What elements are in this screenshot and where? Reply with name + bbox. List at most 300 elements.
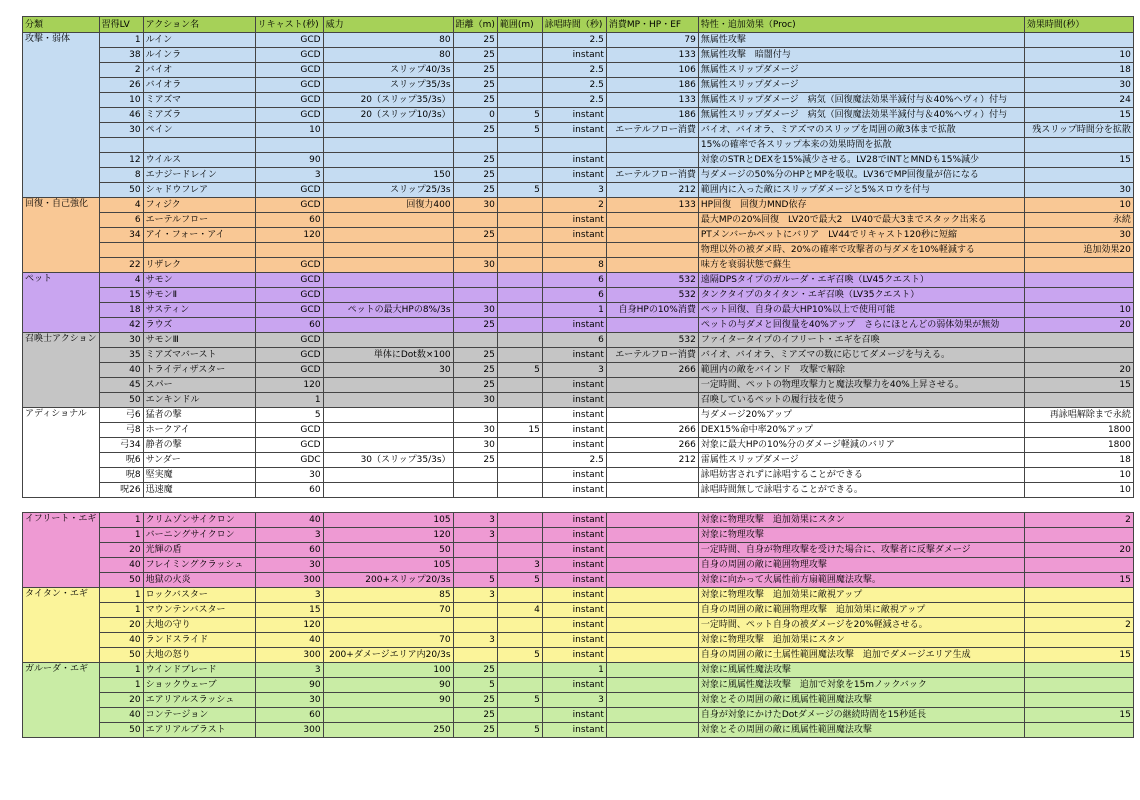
cell-cost [606, 468, 698, 483]
cell-potency: 85 [323, 588, 453, 603]
cell-lv: 呪6 [99, 453, 143, 468]
cell-range [453, 213, 497, 228]
cell-duration [1024, 33, 1133, 48]
cell-cost [606, 648, 698, 663]
cell-cost [606, 633, 698, 648]
cell-effect: 対象に物理攻撃 追加効果にスタン [698, 633, 1024, 648]
cell-effect: タンクタイプのタイタン・エギ召喚（LV35クエスト） [698, 288, 1024, 303]
cell-range [453, 618, 497, 633]
cell-name: バーニングサイクロン [143, 528, 255, 543]
cell-potency [323, 243, 453, 258]
cell-cast: 6 [542, 288, 606, 303]
cell-cost: 532 [606, 333, 698, 348]
cell-effect: 召喚しているペットの履行技を使う [698, 393, 1024, 408]
cell-potency [323, 423, 453, 438]
table-row [23, 198, 1134, 213]
table-row [23, 168, 1134, 183]
cell-range: 25 [453, 363, 497, 378]
cell-cast: instant [542, 168, 606, 183]
spreadsheet [22, 16, 1134, 738]
cell-potency: 100 [323, 663, 453, 678]
cell-effect: 雷属性スリップダメージ [698, 453, 1024, 468]
cell-cost [606, 513, 698, 528]
table-row [23, 273, 1134, 288]
cell-name: ロックバスター [143, 588, 255, 603]
cell-cost: 106 [606, 63, 698, 78]
cell-cast: 3 [542, 693, 606, 708]
cell-recast: GCD [255, 198, 323, 213]
cell-potency [323, 318, 453, 333]
cell-cost [606, 408, 698, 423]
cell-recast: GCD [255, 273, 323, 288]
cell-name: サンダー [143, 453, 255, 468]
cell-range: 25 [453, 378, 497, 393]
cell-duration: 24 [1024, 93, 1133, 108]
cell-effect: 対象に物理攻撃 [698, 528, 1024, 543]
table-row [23, 558, 1134, 573]
cell-cast: instant [542, 228, 606, 243]
cell-duration: 20 [1024, 318, 1133, 333]
table-row [23, 543, 1134, 558]
cell-recast: 30 [255, 693, 323, 708]
cell-potency: ペットの最大HPの8%/3s [323, 303, 453, 318]
cell-name: バイオ [143, 63, 255, 78]
cell-lv: 10 [99, 93, 143, 108]
cell-effect: 無属性スリップダメージ [698, 63, 1024, 78]
cell-effect: 無属性攻撃 暗闇付与 [698, 48, 1024, 63]
cell-cast: instant [542, 528, 606, 543]
cell-range: 25 [453, 33, 497, 48]
cell-radius [497, 213, 542, 228]
cell-name: 大地の怒り [143, 648, 255, 663]
cell-cost: 266 [606, 423, 698, 438]
cell-effect: 範囲内の敵をバインド 攻撃で解除 [698, 363, 1024, 378]
cell-lv: 4 [99, 273, 143, 288]
cell-range: 5 [453, 678, 497, 693]
cell-name: ルインラ [143, 48, 255, 63]
cell-name: 猛者の撃 [143, 408, 255, 423]
cell-cost: 212 [606, 453, 698, 468]
cell-potency [323, 708, 453, 723]
cell-range [453, 543, 497, 558]
cell-radius [497, 138, 542, 153]
cell-radius: 5 [497, 123, 542, 138]
cell-lv: 弓34 [99, 438, 143, 453]
cell-cost [606, 588, 698, 603]
cell-radius [497, 468, 542, 483]
cell-cast: instant [542, 123, 606, 138]
cell-lv: 弓8 [99, 423, 143, 438]
cell-lv: 1 [99, 588, 143, 603]
cell-cast: instant [542, 393, 606, 408]
category-cell: 召喚士アクション [23, 333, 100, 408]
cell-range: 25 [453, 348, 497, 363]
cell-effect: 対象とその周囲の敵に風属性範囲魔法攻撃 [698, 723, 1024, 738]
column-header: 消費MP・HP・EF [606, 17, 698, 33]
category-cell: アディショナル [23, 408, 100, 498]
cell-radius [497, 618, 542, 633]
cell-radius: 5 [497, 648, 542, 663]
cell-name: ルイン [143, 33, 255, 48]
cell-duration: 再詠唱解除まで永続 [1024, 408, 1133, 423]
cell-radius [497, 438, 542, 453]
cell-cost [606, 213, 698, 228]
cell-cost [606, 708, 698, 723]
cell-radius [497, 63, 542, 78]
cell-potency [323, 153, 453, 168]
cell-range: 30 [453, 303, 497, 318]
cell-recast: 60 [255, 213, 323, 228]
cell-name: 迅速魔 [143, 483, 255, 498]
category-cell: タイタン・エギ [23, 588, 100, 663]
cell-effect: 最大MPの20%回復 LV20で最大2 LV40で最大3までスタック出来る [698, 213, 1024, 228]
cell-radius [497, 273, 542, 288]
cell-duration: 30 [1024, 78, 1133, 93]
cell-cast [542, 138, 606, 153]
cell-lv: 40 [99, 363, 143, 378]
cell-recast: 120 [255, 228, 323, 243]
cell-duration: 2 [1024, 618, 1133, 633]
cell-name: リザレク [143, 258, 255, 273]
table-row [23, 48, 1134, 63]
cell-radius [497, 93, 542, 108]
table-row [23, 303, 1134, 318]
cell-lv: 1 [99, 528, 143, 543]
cell-range: 25 [453, 123, 497, 138]
cell-radius [497, 633, 542, 648]
table-row [23, 258, 1134, 273]
cell-range [453, 468, 497, 483]
cell-range: 25 [453, 78, 497, 93]
cell-name: ウイルス [143, 153, 255, 168]
cell-cast: 2.5 [542, 63, 606, 78]
cell-lv: 40 [99, 708, 143, 723]
column-header: 効果時間(秒） [1024, 17, 1133, 33]
cell-name: エンキンドル [143, 393, 255, 408]
column-header: 分類 [23, 17, 100, 33]
cell-recast: GCD [255, 78, 323, 93]
cell-effect: ペット回復、自身の最大HP10%以上で使用可能 [698, 303, 1024, 318]
cell-cast: instant [542, 588, 606, 603]
cell-effect: 自身の周囲の敵に土属性範囲魔法攻撃 追加でダメージエリア生成 [698, 648, 1024, 663]
cell-lv: 1 [99, 33, 143, 48]
cell-range [453, 558, 497, 573]
cell-effect: ペットの与ダメと回復量を40%アップ さらにほとんどの弱体効果が無効 [698, 318, 1024, 333]
cell-duration [1024, 258, 1133, 273]
cell-potency: 105 [323, 558, 453, 573]
cell-radius [497, 483, 542, 498]
cell-cast: 6 [542, 333, 606, 348]
cell-cost [606, 228, 698, 243]
cell-duration: 18 [1024, 453, 1133, 468]
cell-cast: instant [542, 378, 606, 393]
cell-recast: 60 [255, 543, 323, 558]
cell-name: ミアズラ [143, 108, 255, 123]
cell-effect: 物理以外の被ダメ時、20%の確率で攻撃者の与ダメを10%軽減する [698, 243, 1024, 258]
cell-lv: 26 [99, 78, 143, 93]
cell-lv [99, 138, 143, 153]
cell-potency: 200+ダメージエリア内20/3s [323, 648, 453, 663]
cell-range: 25 [453, 723, 497, 738]
cell-name: フレイミングクラッシュ [143, 558, 255, 573]
cell-lv: 20 [99, 618, 143, 633]
cell-radius [497, 78, 542, 93]
cell-name: エーテルフロー [143, 213, 255, 228]
cell-duration: 残スリップ時間分を拡散 [1024, 123, 1133, 138]
cell-recast: GCD [255, 333, 323, 348]
cell-lv: 22 [99, 258, 143, 273]
cell-lv: 42 [99, 318, 143, 333]
cell-range: 30 [453, 393, 497, 408]
cell-lv: 50 [99, 393, 143, 408]
table-row [23, 288, 1134, 303]
table-row [23, 648, 1134, 663]
cell-radius [497, 348, 542, 363]
cell-cost: 133 [606, 48, 698, 63]
cell-effect: ファイタータイプのイフリート・エギを召喚 [698, 333, 1024, 348]
cell-cost [606, 243, 698, 258]
cell-recast: GCD [255, 63, 323, 78]
cell-lv: 呪8 [99, 468, 143, 483]
cell-effect: 15%の確率で各スリップ本来の効果時間を拡散 [698, 138, 1024, 153]
cell-cost [606, 723, 698, 738]
cell-cast: instant [542, 708, 606, 723]
table-row [23, 693, 1134, 708]
table-row [23, 468, 1134, 483]
cell-effect: 自身の周囲の敵に範囲物理攻撃 [698, 558, 1024, 573]
cell-potency: 20（スリップ35/3s） [323, 93, 453, 108]
cell-duration [1024, 663, 1133, 678]
cell-lv: 30 [99, 333, 143, 348]
cell-radius: 3 [497, 558, 542, 573]
cell-recast: 3 [255, 528, 323, 543]
cell-potency: 250 [323, 723, 453, 738]
cell-cast: instant [542, 543, 606, 558]
cell-cost [606, 138, 698, 153]
cell-range: 3 [453, 528, 497, 543]
cell-duration: 1800 [1024, 423, 1133, 438]
table-row [23, 618, 1134, 633]
cell-range [453, 288, 497, 303]
cell-recast: 15 [255, 603, 323, 618]
cell-lv: 1 [99, 678, 143, 693]
cell-duration [1024, 723, 1133, 738]
cell-recast: 300 [255, 723, 323, 738]
cell-potency: 90 [323, 693, 453, 708]
cell-range [453, 648, 497, 663]
cell-cast: instant [542, 678, 606, 693]
cell-radius [497, 198, 542, 213]
cell-potency [323, 408, 453, 423]
cell-radius [497, 378, 542, 393]
cell-range: 25 [453, 228, 497, 243]
cell-potency: 50 [323, 543, 453, 558]
cell-cost [606, 678, 698, 693]
cell-recast: 60 [255, 708, 323, 723]
cell-cast: instant [542, 423, 606, 438]
cell-range: 25 [453, 183, 497, 198]
cell-radius [497, 288, 542, 303]
table-row [23, 423, 1134, 438]
cell-range: 0 [453, 108, 497, 123]
cell-cast: instant [542, 618, 606, 633]
cell-recast: 5 [255, 408, 323, 423]
table-row [23, 33, 1134, 48]
cell-potency [323, 438, 453, 453]
cell-cast: instant [542, 633, 606, 648]
cell-radius [497, 453, 542, 468]
cell-radius: 5 [497, 723, 542, 738]
cell-cast: 6 [542, 273, 606, 288]
cell-duration: 2 [1024, 513, 1133, 528]
cell-cast: 1 [542, 303, 606, 318]
cell-name: 光輝の盾 [143, 543, 255, 558]
cell-radius: 15 [497, 423, 542, 438]
cell-cost: 自身HPの10%消費 [606, 303, 698, 318]
cell-name: ショックウェーブ [143, 678, 255, 693]
cell-range: 25 [453, 153, 497, 168]
cell-cost [606, 693, 698, 708]
cell-duration: 20 [1024, 543, 1133, 558]
action-table [22, 16, 1134, 738]
cell-recast: GCD [255, 423, 323, 438]
table-row [23, 588, 1134, 603]
cell-cast: instant [542, 408, 606, 423]
cell-range [453, 333, 497, 348]
cell-cast: instant [542, 438, 606, 453]
cell-name: ランドスライド [143, 633, 255, 648]
cell-cost [606, 153, 698, 168]
cell-cost [606, 483, 698, 498]
cell-potency: 30（スリップ35/3s） [323, 453, 453, 468]
cell-effect: 無属性スリップダメージ [698, 78, 1024, 93]
cell-effect: 一定時間、ペット自身の被ダメージを20%軽減させる。 [698, 618, 1024, 633]
cell-radius: 4 [497, 603, 542, 618]
cell-duration [1024, 693, 1133, 708]
cell-duration [1024, 588, 1133, 603]
cell-potency: スリップ35/3s [323, 78, 453, 93]
cell-cost: 133 [606, 198, 698, 213]
column-header: アクション名 [143, 17, 255, 33]
cell-cast: instant [542, 348, 606, 363]
cell-potency: 80 [323, 48, 453, 63]
spacer-cell [23, 498, 1134, 513]
cell-potency [323, 258, 453, 273]
cell-duration: 10 [1024, 303, 1133, 318]
cell-radius: 5 [497, 363, 542, 378]
cell-potency: 150 [323, 168, 453, 183]
cell-cost [606, 603, 698, 618]
cell-lv: 呪26 [99, 483, 143, 498]
cell-duration: 18 [1024, 63, 1133, 78]
table-row [23, 63, 1134, 78]
cell-cast: instant [542, 468, 606, 483]
cell-duration: 15 [1024, 108, 1133, 123]
cell-name: 大地の守り [143, 618, 255, 633]
cell-effect: HP回復 回復力MND依存 [698, 198, 1024, 213]
table-row [23, 723, 1134, 738]
cell-range: 25 [453, 453, 497, 468]
cell-recast: 3 [255, 588, 323, 603]
cell-potency: 120 [323, 528, 453, 543]
table-row [23, 393, 1134, 408]
table-row [23, 108, 1134, 123]
cell-potency: 20（スリップ10/3s） [323, 108, 453, 123]
cell-radius [497, 408, 542, 423]
cell-lv: 50 [99, 723, 143, 738]
cell-name: サモン [143, 273, 255, 288]
cell-potency [323, 138, 453, 153]
cell-effect: 対象に最大HPの10%分のダメージ軽減のバリア [698, 438, 1024, 453]
cell-duration: 30 [1024, 183, 1133, 198]
cell-duration [1024, 273, 1133, 288]
cell-cost: エーテルフロー消費 [606, 348, 698, 363]
cell-range: 5 [453, 573, 497, 588]
cell-effect: 範囲内に入った敵にスリップダメージと5%スロウを付与 [698, 183, 1024, 198]
table-row [23, 363, 1134, 378]
cell-potency: 80 [323, 33, 453, 48]
cell-range: 3 [453, 588, 497, 603]
cell-cast: instant [542, 558, 606, 573]
cell-cast: 2.5 [542, 78, 606, 93]
cell-range [453, 483, 497, 498]
table-row [23, 378, 1134, 393]
cell-lv: 2 [99, 63, 143, 78]
cell-cast: 1 [542, 663, 606, 678]
cell-duration [1024, 603, 1133, 618]
cell-duration: 15 [1024, 708, 1133, 723]
cell-lv: 38 [99, 48, 143, 63]
cell-cast: 8 [542, 258, 606, 273]
table-row [23, 513, 1134, 528]
cell-name: エナジードレイン [143, 168, 255, 183]
cell-potency [323, 273, 453, 288]
cell-potency: 70 [323, 603, 453, 618]
cell-effect: PTメンバーかペットにバリア LV44でリキャスト120秒に短縮 [698, 228, 1024, 243]
cell-recast: GCD [255, 183, 323, 198]
cell-range: 25 [453, 48, 497, 63]
cell-cast [542, 243, 606, 258]
table-row [23, 408, 1134, 423]
cell-lv: 34 [99, 228, 143, 243]
cell-radius [497, 588, 542, 603]
cell-duration: 20 [1024, 363, 1133, 378]
cell-cast: 2.5 [542, 93, 606, 108]
cell-recast: 120 [255, 378, 323, 393]
column-header: 距離（m) [453, 17, 497, 33]
cell-potency: 30 [323, 363, 453, 378]
cell-recast: 10 [255, 123, 323, 138]
cell-duration [1024, 633, 1133, 648]
table-row [23, 183, 1134, 198]
cell-effect: 対象に物理攻撃 追加効果に敵視アップ [698, 588, 1024, 603]
cell-name [143, 138, 255, 153]
cell-effect: 味方を衰弱状態で蘇生 [698, 258, 1024, 273]
cell-lv: 1 [99, 513, 143, 528]
table-row [23, 78, 1134, 93]
cell-lv: 4 [99, 198, 143, 213]
cell-duration: 15 [1024, 648, 1133, 663]
cell-effect: 対象に風属性魔法攻撃 追加で対象を15mノックバック [698, 678, 1024, 693]
cell-recast: GDC [255, 453, 323, 468]
table-row [23, 438, 1134, 453]
cell-recast: GCD [255, 48, 323, 63]
table-row [23, 318, 1134, 333]
cell-lv: 15 [99, 288, 143, 303]
cell-duration [1024, 333, 1133, 348]
cell-recast: GCD [255, 288, 323, 303]
cell-cost [606, 543, 698, 558]
